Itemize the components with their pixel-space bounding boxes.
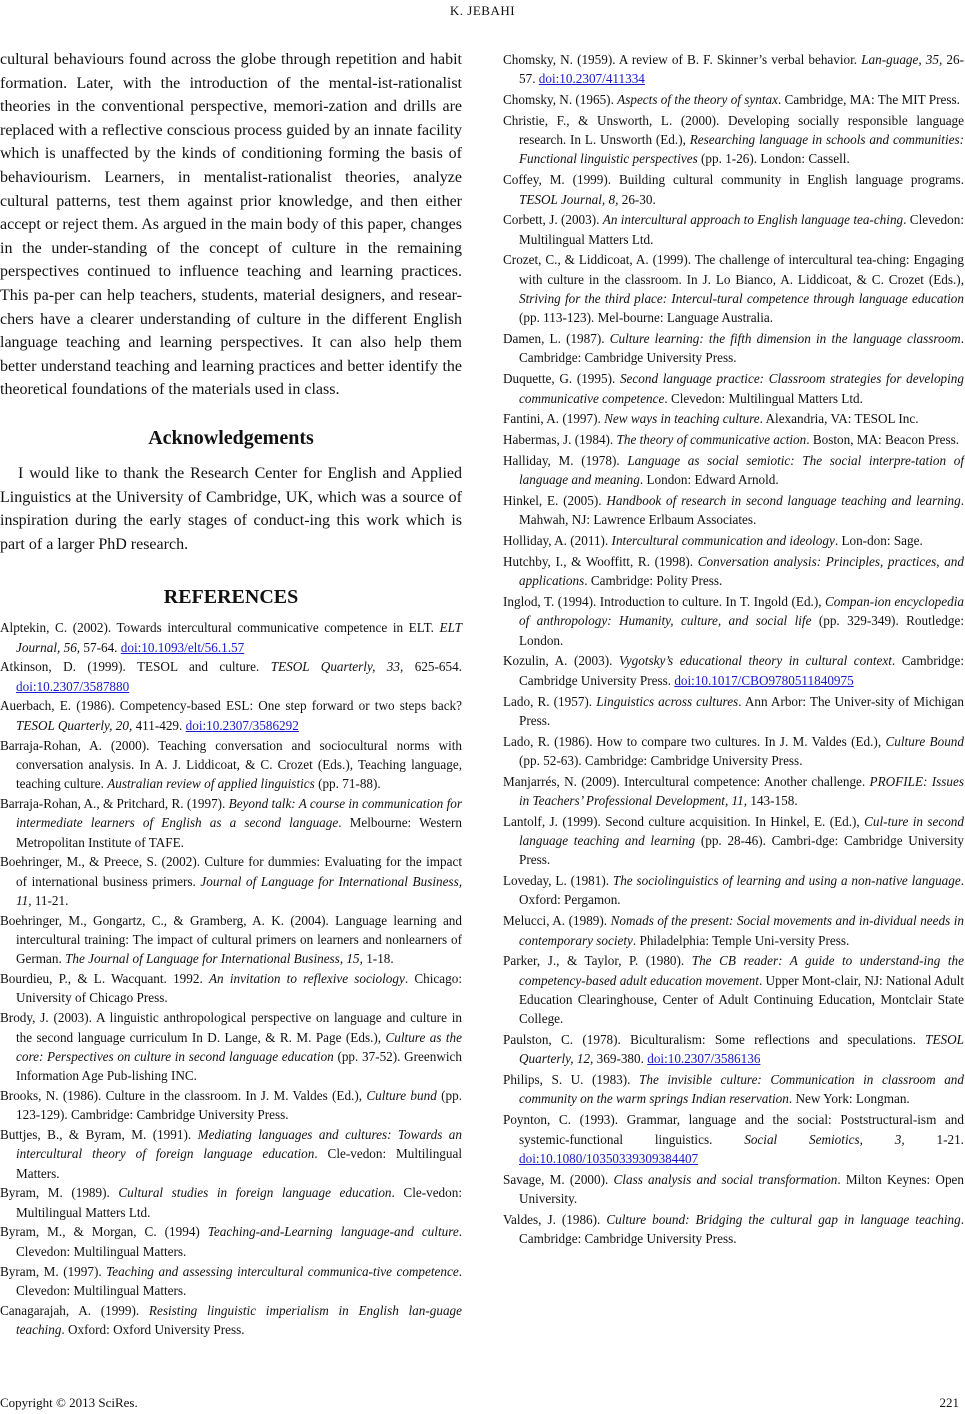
reference-details: (pp. 28-46). Cambri-dge: Cambridge University Press. <box>519 833 964 868</box>
reference-details: . Alexandria, VA: TESOL Inc. <box>759 411 919 427</box>
reference-title: The theory of communicative action <box>616 432 807 448</box>
reference-title: Cul-ture in second language teaching and learning <box>519 813 964 849</box>
reference-details: . Chicago: University of Chicago Press. <box>16 971 462 1006</box>
reference-text: Atkinson, D. (1999). TESOL and culture. <box>0 659 271 675</box>
reference-details: . Clevedon: Multilingual Matters Ltd. <box>519 212 964 247</box>
reference-entry <box>0 736 462 794</box>
reference-details: 625-654. <box>403 659 462 675</box>
reference-entry <box>0 618 462 657</box>
reference-entry <box>503 369 964 408</box>
reference-title: Beyond talk: A course in communication for intermediate learners of English as a second language <box>16 795 462 831</box>
reference-title: Cultural studies in foreign language education <box>118 1185 392 1201</box>
reference-text: Barraja-Rohan, A. (2000). Teaching conversation and sociocultural norms with conversation analysis. In A. J. Liddicoat, & C. Crozet (Eds.), Teaching language, teaching culture. <box>0 737 462 792</box>
doi-link[interactable]: doi:10.2307/3587880 <box>16 678 130 694</box>
reference-entry <box>0 1222 462 1261</box>
reference-text: Damen, L. (1987). <box>503 331 610 347</box>
reference-details: . Clevedon: Multilingual Matters. <box>16 1263 462 1298</box>
reference-text: Hutchby, I., & Wooffitt, R. (1998). <box>503 553 698 569</box>
reference-title: Conversation analysis: Principles, practices, and applications <box>519 553 964 589</box>
reference-text: Christie, F., & Unsworth, L. (2000). Developing socially responsible language research. In L. Unsworth (Ed.), <box>503 112 964 148</box>
reference-title: Australian review of applied linguistics <box>107 776 315 792</box>
reference-details: 1-18. <box>362 951 394 967</box>
reference-entry <box>503 651 964 690</box>
reference-text: Kozulin, A. (2003). <box>503 653 619 669</box>
references-heading: REFERENCES <box>163 586 299 609</box>
reference-details: 11-21. <box>31 892 69 908</box>
reference-details: . Mahwah, NJ: Lawrence Erlbaum Associates. <box>519 493 965 528</box>
reference-title: Nomads of the present: Social movements and in-dividual needs in contemporary society <box>519 913 964 948</box>
reference-text: Coffey, M. (1999). Building cultural community in English language programs. <box>503 172 964 188</box>
reference-entry <box>503 692 964 731</box>
reference-list-right <box>503 50 964 1248</box>
reference-details: 369-380. <box>593 1051 648 1067</box>
reference-entry <box>503 329 964 368</box>
reference-title: Researching language in schools and communities: Functional linguistic perspectives <box>519 132 964 167</box>
reference-title: Compan-ion encyclopedia of anthropology: Humanity, culture, and social life <box>519 594 964 629</box>
reference-details: . Oxford: Oxford University Press. <box>61 1321 245 1337</box>
reference-entry <box>503 812 964 870</box>
reference-details: (pp. 329-349). Routledge: London. <box>519 613 964 648</box>
reference-entry <box>503 210 964 249</box>
reference-details: . Oxford: Pergamon. <box>519 873 964 908</box>
reference-text: Holliday, A. (2011). <box>503 533 612 549</box>
reference-text: Paulston, C. (1978). Biculturalism: Some reflections and speculations. <box>503 1032 926 1048</box>
reference-details: (pp. 52-63). Cambridge: Cambridge University Press. <box>519 752 803 768</box>
reference-details: . Upper Mont-clair, NJ: National Adult Education Clearinghouse, Center of Adult Continuing Education, Montclair State College. <box>519 972 964 1027</box>
reference-title: Handbook of research in second language teaching and learning <box>606 493 961 509</box>
reference-text: Barraja-Rohan, A., & Pritchard, R. (1997). <box>0 795 229 811</box>
reference-title: The invisible culture: Communication in classroom and community on the warm springs Indian reservation <box>519 1072 964 1107</box>
reference-title: Culture learning: the fifth dimension in the language classroom <box>609 331 961 347</box>
reference-text: Savage, M. (2000). <box>503 1171 614 1187</box>
reference-title: Culture bound: Bridging the cultural gap in language teaching <box>606 1211 961 1227</box>
reference-title: TESOL Quarterly, 33, <box>270 659 404 675</box>
reference-details: . Cambridge, MA: The MIT Press. <box>777 92 960 108</box>
reference-text: Halliday, M. (1978). <box>503 452 628 468</box>
page-number: 221 <box>939 1395 959 1410</box>
reference-entry <box>503 1170 964 1209</box>
reference-text: Philips, S. U. (1983). <box>503 1072 640 1088</box>
reference-title: Vygotsky’s educational theory in cultural context <box>618 653 892 669</box>
reference-title: The sociolinguistics of learning and using a non-native language <box>612 873 961 889</box>
reference-text: Byram, M. (1989). <box>0 1185 119 1201</box>
reference-entry <box>503 170 964 209</box>
reference-entry <box>503 430 964 449</box>
reference-title: An intercultural approach to English language tea-ching <box>602 212 904 228</box>
reference-text: Brooks, N. (1986). Culture in the classroom. In J. M. Valdes (Ed.), <box>0 1087 367 1103</box>
reference-text: Duquette, G. (1995). <box>503 371 620 387</box>
reference-text: Loveday, L. (1981). <box>503 873 613 889</box>
doi-link[interactable]: doi:10.1017/CBO9780511840975 <box>674 672 854 688</box>
reference-details: 57-64. <box>80 639 121 655</box>
reference-entry <box>0 1008 462 1085</box>
reference-entry <box>503 871 964 910</box>
reference-text: Hinkel, E. (2005). <box>503 493 607 509</box>
reference-details: (pp. 71-88). <box>314 776 381 792</box>
reference-details: (pp. 37-52). Greenwich Information Age Pub-lishing INC. <box>16 1048 462 1084</box>
reference-entry <box>0 1301 462 1340</box>
reference-details: . Cambridge: Cambridge University Press. <box>519 653 964 688</box>
reference-title: Intercultural communication and ideology <box>611 533 835 549</box>
reference-text: Chomsky, N. (1965). <box>503 92 618 108</box>
reference-text: Brody, J. (2003). A linguistic anthropological perspective on language and culture in the second language curriculum In D. Lange, & R. M. Page (Eds.), <box>0 1010 462 1045</box>
reference-title: TESOL Quarterly, 20, <box>16 717 133 733</box>
reference-text: Boehringer, M., & Preece, S. (2002). Culture for dummies: Evaluating for the impact of international business primers. <box>0 854 462 889</box>
reference-entry <box>503 1210 964 1249</box>
reference-entry <box>503 90 964 109</box>
reference-details: (pp. 1-26). London: Cassell. <box>697 151 850 167</box>
reference-entry <box>0 1183 462 1222</box>
reference-details: 411-429. <box>132 717 186 733</box>
reference-details: . Cambridge: Polity Press. <box>584 573 723 589</box>
reference-text: Lantolf, J. (1999). Second culture acquisition. In Hinkel, E. (Ed.), <box>503 813 865 829</box>
reference-title: Culture bund <box>366 1087 437 1103</box>
reference-text: Manjarrés, N. (2009). Intercultural competence: Another challenge. <box>503 773 870 789</box>
reference-text: Byram, M. (1997). <box>0 1263 107 1279</box>
reference-details: . London: Edward Arnold. <box>639 472 779 488</box>
reference-details: . Lon-don: Sage. <box>834 533 923 549</box>
reference-text: Inglod, T. (1994). Introduction to culture. In T. Ingold (Ed.), <box>503 594 825 610</box>
reference-entry <box>503 250 964 327</box>
reference-entry <box>503 1030 964 1069</box>
intro-paragraph: cultural behaviours found across the globe through repetition and habit formation. Later, with the introduction of the mental-ist-rationalist theories in the conventional perspective, memori-zation and drills are replaced with a reflective conscious process guided by an innate facility which is unaffected by the kinds of conditioning forming the basis of behaviourism. Learners, in mentalist-rationalist theories, analyze cultural patterns, test them against prior knowledge, and then either accept or reject them. As argued in the main body of this paper, changes in the under-standing of the concept of culture in the remaining perspectives continued to influence teaching and learning practices. This pa-per can help teachers, students, material designers, and resear-chers have a clearer understanding of culture in the different English language teaching and learning perspectives. It can also help them better understand teaching and learning practices and better identify the theoretical foundations of the materials used in class. <box>0 51 462 399</box>
doi-link[interactable]: doi:10.2307/411334 <box>538 71 645 87</box>
acknowledgements-text: I would like to thank the Research Center for English and Applied Linguistics at the University of Cambridge, UK, which was a source of inspiration during the early stages of conduct-ing this work which is part of a larger PhD research. <box>0 464 462 553</box>
reference-text: Crozet, C., & Liddicoat, A. (1999). The challenge of intercultural tea-ching: Engaging with culture in the classroom. In J. Lo Bianco, A. Liddicoat, & C. Crozet (Eds.), <box>503 252 964 287</box>
reference-entry <box>503 111 964 169</box>
reference-title: Culture as the core: Perspectives on culture in second language education <box>16 1029 462 1064</box>
reference-list-left <box>0 618 462 1339</box>
reference-details: (pp. 123-129). Cambridge: Cambridge University Press. <box>16 1087 462 1123</box>
reference-text: Canagarajah, A. (1999). <box>0 1302 149 1318</box>
reference-entry <box>503 1110 964 1168</box>
acknowledgements-heading: Acknowledgements <box>148 426 314 449</box>
reference-details: . Clevedon: Multilingual Matters Ltd. <box>664 390 863 406</box>
reference-entry <box>503 451 964 490</box>
reference-entry <box>0 1125 462 1183</box>
reference-entry <box>0 911 462 969</box>
reference-text: Poynton, C. (1993). Grammar, language and the social: Poststructural-ism and systemic-functional linguistics. <box>503 1112 964 1147</box>
reference-text: Fantini, A. (1997). <box>503 411 605 427</box>
reference-details: (pp. 113-123). Mel-bourne: Language Australia. <box>519 310 774 326</box>
reference-entry <box>503 491 964 530</box>
reference-entry <box>503 409 964 428</box>
left-column <box>0 48 462 1340</box>
reference-entry <box>0 794 462 852</box>
reference-title: TESOL Quarterly, 12, <box>519 1032 964 1067</box>
reference-details: . Cambridge: Cambridge University Press. <box>519 331 964 366</box>
reference-title: Lan-guage, 35, <box>861 52 943 67</box>
reference-details: 143-158. <box>747 792 798 808</box>
reference-text: Auerbach, E. (1986). Competency-based ESL: One step forward or two steps back? <box>0 698 462 714</box>
reference-text: Corbett, J. (2003). <box>503 212 603 228</box>
reference-entry <box>0 852 462 910</box>
reference-entry <box>0 1262 462 1301</box>
reference-text: Melucci, A. (1989). <box>503 913 611 929</box>
reference-details: . Ann Arbor: The Univer-sity of Michigan Press. <box>519 693 964 728</box>
reference-text: Boehringer, M., Gongartz, C., & Gramberg, A. K. (2004). Language learning and intercultural training: The impact of cultural primers on learners and nonlearners of German. <box>0 912 462 967</box>
reference-title: Striving for the third place: Intercul-tural competence through language education <box>519 291 964 307</box>
reference-title: Aspects of the theory of syntax <box>617 92 778 108</box>
reference-title: Resisting linguistic imperialism in English lan-guage teaching <box>16 1302 462 1337</box>
reference-title: TESOL Journal, 8, <box>519 191 619 207</box>
reference-details: . Boston, MA: Beacon Press. <box>806 432 960 448</box>
reference-entry <box>503 951 964 1028</box>
reference-title: An invitation to reflexive sociology <box>209 971 405 987</box>
reference-text: Byram, M., & Morgan, C. (1994) <box>0 1224 208 1240</box>
reference-text: Lado, R. (1986). How to compare two cultures. In J. M. Valdes (Ed.), <box>503 733 886 749</box>
reference-details: 1-21. <box>904 1131 964 1147</box>
reference-entry <box>503 552 964 591</box>
reference-title: Class analysis and social transformation <box>613 1171 838 1187</box>
reference-title: ELT Journal, 56, <box>16 620 462 655</box>
doi-link[interactable]: doi:10.2307/3586292 <box>185 717 299 733</box>
reference-title: The Journal of Language for International Business, 15, <box>65 951 363 967</box>
reference-title: Journal of Language for International Business, 11, <box>16 873 462 908</box>
reference-entry <box>503 772 964 811</box>
reference-entry <box>0 696 462 735</box>
reference-title: PROFILE: Issues in Teachers’ Professional Development, 11, <box>519 773 964 808</box>
reference-entry <box>0 657 462 696</box>
reference-details: . Milton Keynes: Open University. <box>519 1171 964 1206</box>
reference-text: Valdes, J. (1986). <box>503 1211 607 1227</box>
reference-entry <box>0 1086 462 1125</box>
reference-text: Chomsky, N. (1959). A review of B. F. Skinner’s verbal behavior. <box>503 52 862 67</box>
reference-details: 26-30. <box>618 191 656 207</box>
doi-link[interactable]: doi:10.1093/elt/56.1.57 <box>120 639 245 655</box>
reference-title: New ways in teaching culture <box>604 411 760 427</box>
reference-details: . Clevedon: Multilingual Matters. <box>16 1224 462 1259</box>
reference-title: Second language practice: Classroom strategies for developing communicative competence <box>519 371 964 406</box>
reference-text: Buttjes, B., & Byram, M. (1991). <box>0 1127 198 1142</box>
reference-entry <box>503 50 964 89</box>
reference-details: . Cle-vedon: Multilingual Matters Ltd. <box>16 1185 462 1220</box>
reference-text: Alptekin, C. (2002). Towards intercultural communicative competence in ELT. <box>0 620 440 636</box>
reference-details: . New York: Longman. <box>788 1091 910 1107</box>
reference-title: Teaching and assessing intercultural communica-tive competence <box>106 1263 459 1279</box>
reference-title: Linguistics across cultures <box>596 693 739 709</box>
reference-text: Parker, J., & Taylor, P. (1980). <box>503 953 692 969</box>
reference-text: Lado, R. (1957). <box>503 693 597 709</box>
doi-link[interactable]: doi:10.1080/10350339309384407 <box>519 1150 699 1166</box>
reference-details: . Melbourne: Western Metropolitan Institute of TAFE. <box>16 815 462 850</box>
reference-details: . Cle-vedon: Multilingual Matters. <box>16 1146 462 1181</box>
reference-title: Language as social semiotic: The social interpre-tation of language and meaning <box>519 452 964 488</box>
reference-text: Habermas, J. (1984). <box>503 432 617 448</box>
reference-title: Teaching-and-Learning language-and culture <box>207 1224 459 1240</box>
reference-entry <box>503 531 964 550</box>
reference-title: Mediating languages and cultures: Towards an intercultural theory of foreign language education <box>16 1127 462 1162</box>
reference-entry <box>503 1070 964 1109</box>
reference-title: Culture Bound <box>885 733 964 749</box>
right-column <box>503 50 964 1250</box>
reference-details: . Philadelphia: Temple Uni-versity Press. <box>632 932 850 948</box>
reference-entry <box>503 911 964 950</box>
reference-title: The CB reader: A guide to understand-ing the competency-based adult education movement <box>519 953 964 988</box>
reference-title: Social Semiotics, 3, <box>744 1131 905 1147</box>
reference-details: 26-57. <box>519 52 964 87</box>
reference-details: . Cambridge: Cambridge University Press. <box>519 1211 964 1247</box>
reference-text: Bourdieu, P., & L. Wacquant. 1992. <box>0 971 209 987</box>
reference-entry <box>0 969 462 1008</box>
running-head: K. JEBAHI <box>449 3 516 18</box>
reference-entry <box>503 592 964 650</box>
doi-link[interactable]: doi:10.2307/3586136 <box>647 1051 761 1067</box>
copyright-notice: Copyright © 2013 SciRes. <box>0 1395 138 1410</box>
reference-entry <box>503 732 964 771</box>
